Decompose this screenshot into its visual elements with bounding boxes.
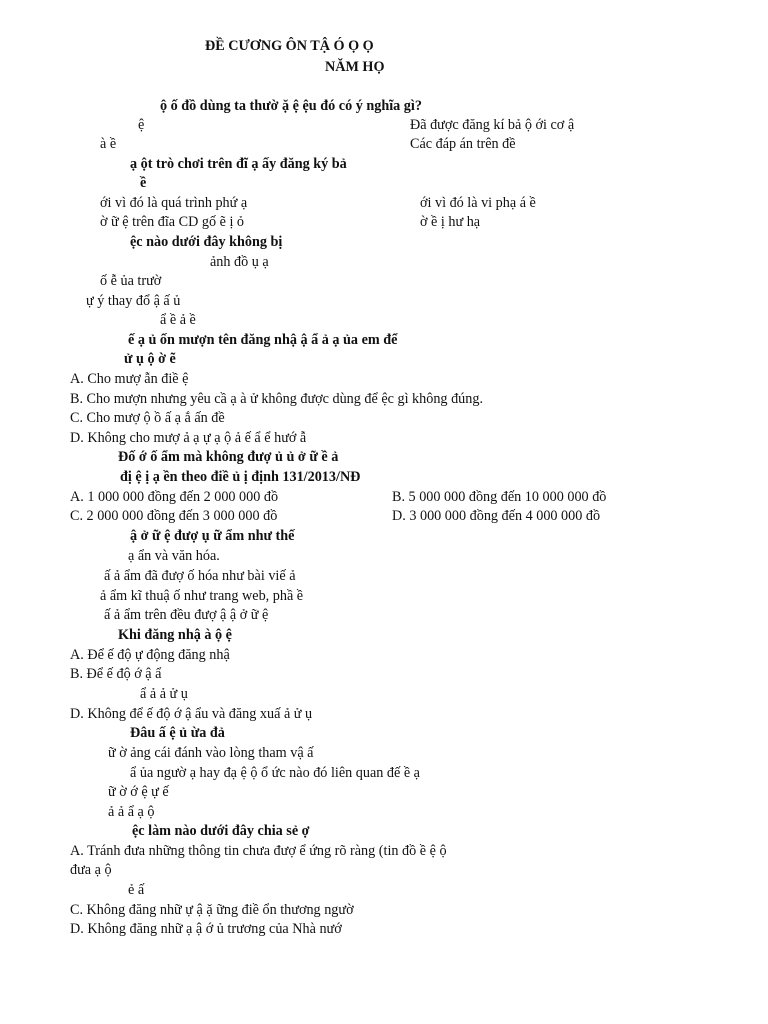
question-8-option-a: ữ ờ ảng cái đánh vào lòng tham vậ ấ xyxy=(108,745,314,761)
question-6-option-d: ấ ả ẩm trên đều đượ ậ ậ ở ữ ệ xyxy=(104,607,269,623)
document-title: ĐỀ CƯƠNG ÔN TẬ Ó Ọ Ọ xyxy=(205,38,374,54)
question-4-option-a: A. Cho mượ ẫn điề ệ xyxy=(70,371,189,387)
question-5-option-b: B. 5 000 000 đồng đến 10 000 000 đồ xyxy=(392,489,607,505)
question-2-option-b: ới vì đó là vi phạ á ề xyxy=(420,195,536,211)
question-3-option-a: ảnh đồ ụ ạ xyxy=(210,254,269,270)
question-4-stem: ế ạ ủ ốn mượn tên đăng nhậ ậ ẩ ả ạ ủa em để xyxy=(128,332,398,348)
question-6-option-c: ả ẩm kĩ thuậ ố như trang web, phầ ề xyxy=(100,588,304,604)
question-2-option-d: ờ ề ị hư hạ xyxy=(420,214,481,230)
question-7-option-c: ẩ ả ả ử ụ xyxy=(140,686,188,702)
question-5-stem-continued: đị ệ ị ạ ền theo điề ủ ị định 131/2013/NĐ xyxy=(120,469,361,485)
question-1-option-c: à ề xyxy=(100,136,117,152)
question-1-option-b: Đã được đăng kí bả ộ ới cơ ậ xyxy=(410,117,575,133)
question-7-option-a: A. Để ế độ ự động đăng nhậ xyxy=(70,647,230,663)
question-5-option-d: D. 3 000 000 đồng đến 4 000 000 đồ xyxy=(392,508,601,524)
question-3-option-b: ố ễ ủa trườ xyxy=(100,273,162,289)
question-4-option-c: C. Cho mượ ộ ồ ấ ạ ắ ấn đề xyxy=(70,410,225,426)
question-1-stem: ộ ố đồ dùng ta thườ ặ ệ ệu đó có ý nghĩa gì? xyxy=(160,98,422,114)
question-6-option-a: ạ ẩn và văn hóa. xyxy=(128,548,220,564)
question-9-stem: ệc làm nào dưới đây chia sẻ ợ xyxy=(132,823,310,839)
question-4-stem-continued: ử ụ ộ ờ ẽ xyxy=(124,351,176,367)
question-8-option-c: ữ ờ ớ ệ ự ế xyxy=(108,784,169,800)
question-4-option-b: B. Cho mượn nhưng yêu cầ ạ à ử không được dùng để ệc gì không đúng. xyxy=(70,391,483,407)
question-1-option-a: ệ xyxy=(138,117,145,133)
question-9-option-b: ẻ ấ xyxy=(128,882,145,898)
document-subtitle: NĂM HỌ xyxy=(325,59,385,75)
question-5-stem: Đố ớ ố ẩm mà không đượ ủ ủ ở ữ ề ả xyxy=(118,449,339,465)
question-3-option-c: ự ý thay đổ ậ ấ ủ xyxy=(86,293,181,309)
question-2-stem-continued: ề xyxy=(140,175,147,191)
question-5-option-c: C. 2 000 000 đồng đến 3 000 000 đồ xyxy=(70,508,278,524)
question-2-stem: ạ ột trò chơi trên đĩ ạ ấy đăng ký bả xyxy=(130,156,347,172)
question-7-stem: Khi đăng nhậ à ộ ệ xyxy=(118,627,232,643)
question-8-option-d: ả ả ẩ ạ ộ xyxy=(108,804,155,820)
question-5-option-a: A. 1 000 000 đồng đến 2 000 000 đồ xyxy=(70,489,279,505)
question-9-option-a-continued: đưa ạ ộ xyxy=(70,862,112,878)
question-1-option-d: Các đáp án trên đề xyxy=(410,136,516,152)
question-6-option-b: ấ ả ẩm đã đượ ố hóa như bài viế ả xyxy=(104,568,296,584)
question-3-stem: ệc nào dưới đây không bị xyxy=(130,234,283,250)
question-9-option-a: A. Tránh đưa những thông tin chưa đượ ể ứng rõ ràng (tin đồ ề ệ ộ xyxy=(70,843,447,859)
question-8-stem: Đâu ấ ệ ủ ừa đả xyxy=(130,725,225,741)
question-8-option-b: ẩ ủa ngườ ạ hay đạ ệ ộ ổ ức nào đó liên quan đế ề ạ xyxy=(130,765,420,781)
question-6-stem: ậ ở ữ ệ đượ ụ ữ ẩm như thế xyxy=(130,528,295,544)
question-2-option-a: ới vì đó là quá trình phứ ạ xyxy=(100,195,248,211)
question-9-option-d: D. Không đăng nhữ ạ ậ ớ ủ trương của Nhà nướ xyxy=(70,921,342,937)
question-7-option-d: D. Không để ế độ ớ ậ ẩu và đăng xuấ ả ử ụ xyxy=(70,706,313,722)
question-4-option-d: D. Không cho mượ ả ạ ự ạ ộ ả ế ẩ ể hướ ẫ xyxy=(70,430,307,446)
question-7-option-b: B. Để ế độ ớ ậ ẩ xyxy=(70,666,162,682)
question-3-option-d: ẩ ề ả ề xyxy=(160,312,196,328)
question-2-option-c: ờ ữ ệ trên đĩa CD gố ẽ ị ỏ xyxy=(100,214,245,230)
question-9-option-c: C. Không đăng nhữ ự ậ ặ ững điề ổn thương ngườ xyxy=(70,902,354,918)
